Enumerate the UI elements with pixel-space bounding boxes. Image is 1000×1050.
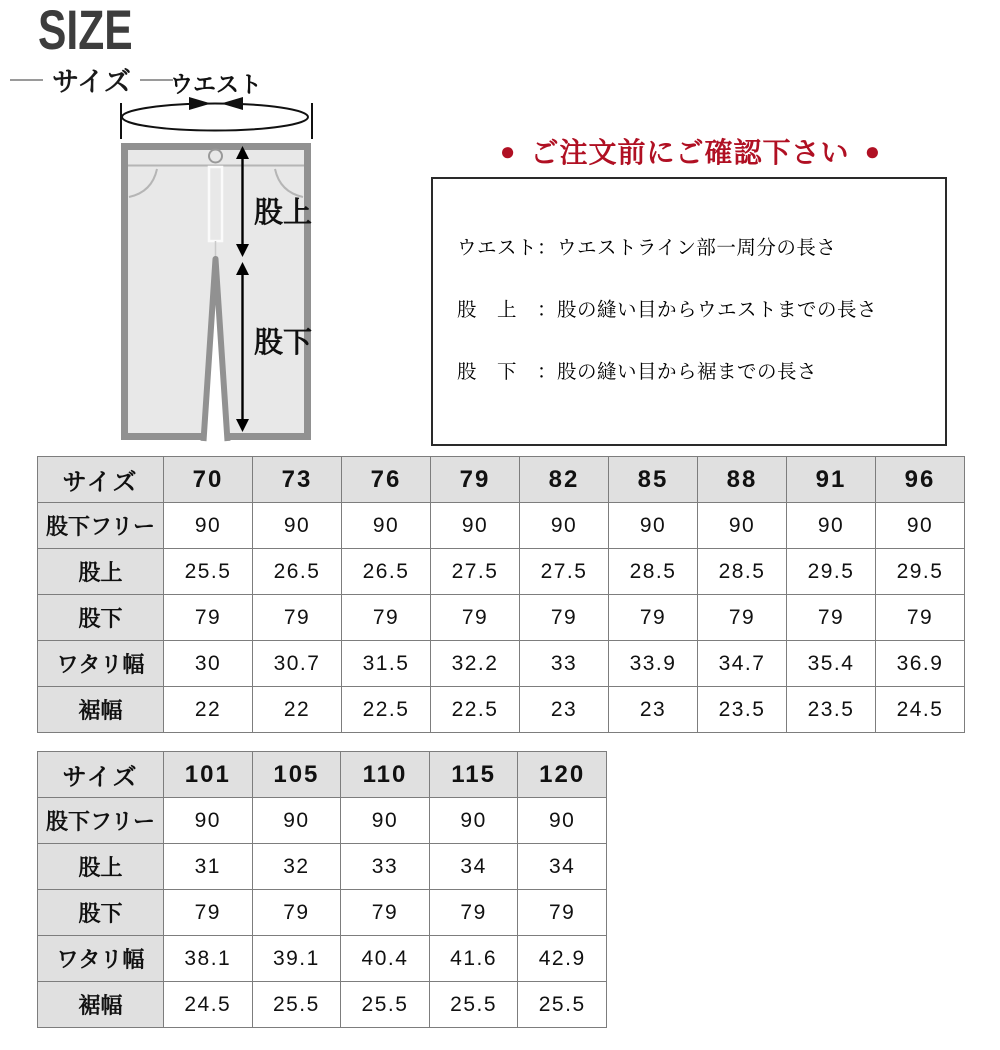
size-value-cell: 31 — [164, 844, 253, 890]
size-value-cell: 79 — [609, 595, 698, 641]
size-value-cell: 39.1 — [252, 936, 341, 982]
size-table-header-row — [38, 752, 607, 798]
size-value-cell: 25.5 — [252, 982, 341, 1028]
size-value-cell: 79 — [429, 890, 518, 936]
size-row-label: 裾幅 — [38, 982, 164, 1028]
size-value-cell: 79 — [431, 595, 520, 641]
size-value-cell: 33 — [520, 641, 609, 687]
page-title: SIZE — [38, 0, 133, 61]
size-table-row — [38, 798, 607, 844]
size-column-header: 96 — [876, 457, 965, 503]
size-value-cell: 79 — [342, 595, 431, 641]
pants-measurement-diagram — [95, 58, 330, 455]
size-column-header: 73 — [253, 457, 342, 503]
size-column-header: 91 — [787, 457, 876, 503]
size-table-row — [38, 503, 965, 549]
size-value-cell: 29.5 — [787, 549, 876, 595]
size-row-label: ワタリ幅 — [38, 936, 164, 982]
size-value-cell: 79 — [253, 595, 342, 641]
size-value-cell: 90 — [698, 503, 787, 549]
size-row-label: サイズ — [38, 752, 164, 798]
size-value-cell: 79 — [164, 890, 253, 936]
size-row-label: 股下 — [38, 890, 164, 936]
notice-heading — [430, 131, 950, 171]
size-table-large — [37, 751, 607, 1028]
size-value-cell: 79 — [518, 890, 607, 936]
size-value-cell: 22.5 — [342, 687, 431, 733]
size-value-cell: 24.5 — [164, 982, 253, 1028]
size-value-cell: 79 — [787, 595, 876, 641]
size-value-cell: 90 — [787, 503, 876, 549]
size-value-cell: 31.5 — [342, 641, 431, 687]
size-table-row — [38, 549, 965, 595]
size-value-cell: 25.5 — [164, 549, 253, 595]
size-table-row — [38, 641, 965, 687]
size-value-cell: 90 — [252, 798, 341, 844]
waist-ellipse-arrow — [121, 97, 312, 139]
size-table-row — [38, 595, 965, 641]
pants-button-icon — [209, 150, 222, 163]
size-value-cell: 25.5 — [429, 982, 518, 1028]
size-value-cell: 90 — [520, 503, 609, 549]
rise-label: 股上 — [254, 197, 313, 229]
size-value-cell: 79 — [341, 890, 430, 936]
size-value-cell: 90 — [342, 503, 431, 549]
size-row-label: 股下フリー — [38, 503, 164, 549]
size-value-cell: 32.2 — [431, 641, 520, 687]
size-value-cell: 79 — [698, 595, 787, 641]
size-column-header: 105 — [252, 752, 341, 798]
size-value-cell: 90 — [431, 503, 520, 549]
pants-outline — [125, 147, 308, 442]
size-column-header: 82 — [520, 457, 609, 503]
inseam-label: 股下 — [254, 327, 313, 359]
size-value-cell: 90 — [164, 503, 253, 549]
size-value-cell: 22 — [253, 687, 342, 733]
explanation-line-waist: ウエスト：ウエストライン部一周分の長さ — [457, 237, 837, 259]
size-value-cell: 35.4 — [787, 641, 876, 687]
size-value-cell: 32 — [252, 844, 341, 890]
size-row-label: 股上 — [38, 549, 164, 595]
explanation-line-inseam: 股 下 ：股の縫い目から裾までの長さ — [457, 361, 818, 383]
size-value-cell: 23.5 — [787, 687, 876, 733]
bullet-icon-right: ● — [864, 136, 881, 166]
size-table-row — [38, 936, 607, 982]
size-value-cell: 90 — [609, 503, 698, 549]
size-value-cell: 79 — [164, 595, 253, 641]
size-row-label: ワタリ幅 — [38, 641, 164, 687]
size-value-cell: 34 — [429, 844, 518, 890]
size-value-cell: 23 — [520, 687, 609, 733]
bullet-icon-left: ● — [499, 136, 516, 166]
size-value-cell: 29.5 — [876, 549, 965, 595]
size-value-cell: 33.9 — [609, 641, 698, 687]
size-column-header: 79 — [431, 457, 520, 503]
size-table-regular — [37, 456, 965, 733]
size-table-row — [38, 844, 607, 890]
size-value-cell: 23.5 — [698, 687, 787, 733]
size-column-header: 120 — [518, 752, 607, 798]
size-value-cell: 22 — [164, 687, 253, 733]
size-value-cell: 90 — [341, 798, 430, 844]
size-value-cell: 24.5 — [876, 687, 965, 733]
size-value-cell: 34 — [518, 844, 607, 890]
size-value-cell: 42.9 — [518, 936, 607, 982]
size-value-cell: 40.4 — [341, 936, 430, 982]
size-column-header: 101 — [164, 752, 253, 798]
size-value-cell: 27.5 — [431, 549, 520, 595]
size-value-cell: 90 — [253, 503, 342, 549]
size-value-cell: 25.5 — [341, 982, 430, 1028]
size-value-cell: 30.7 — [253, 641, 342, 687]
size-row-label: 裾幅 — [38, 687, 164, 733]
size-value-cell: 34.7 — [698, 641, 787, 687]
size-value-cell: 38.1 — [164, 936, 253, 982]
size-value-cell: 90 — [164, 798, 253, 844]
size-value-cell: 79 — [520, 595, 609, 641]
size-value-cell: 90 — [429, 798, 518, 844]
size-value-cell: 30 — [164, 641, 253, 687]
size-column-header: 70 — [164, 457, 253, 503]
size-table-row — [38, 687, 965, 733]
size-value-cell: 26.5 — [342, 549, 431, 595]
size-value-cell: 28.5 — [698, 549, 787, 595]
size-table-row — [38, 982, 607, 1028]
size-value-cell: 90 — [518, 798, 607, 844]
size-value-cell: 27.5 — [520, 549, 609, 595]
size-table-row — [38, 890, 607, 936]
size-value-cell: 36.9 — [876, 641, 965, 687]
size-value-cell: 23 — [609, 687, 698, 733]
size-column-header: 85 — [609, 457, 698, 503]
size-value-cell: 79 — [876, 595, 965, 641]
measurement-explanation-box — [431, 177, 947, 446]
size-value-cell: 79 — [252, 890, 341, 936]
size-value-cell: 41.6 — [429, 936, 518, 982]
size-row-label: 股下フリー — [38, 798, 164, 844]
size-column-header: 115 — [429, 752, 518, 798]
subtitle-dash-left — [10, 79, 43, 81]
size-value-cell: 26.5 — [253, 549, 342, 595]
size-column-header: 110 — [341, 752, 430, 798]
size-row-label: サイズ — [38, 457, 164, 503]
size-column-header: 76 — [342, 457, 431, 503]
waist-label: ウエスト — [170, 71, 262, 97]
size-row-label: 股下 — [38, 595, 164, 641]
size-row-label: 股上 — [38, 844, 164, 890]
size-column-header: 88 — [698, 457, 787, 503]
size-value-cell: 90 — [876, 503, 965, 549]
notice-heading-text: ご注文前にご確認下さい — [530, 137, 850, 168]
size-value-cell: 25.5 — [518, 982, 607, 1028]
explanation-line-rise: 股 上 ：股の縫い目からウエストまでの長さ — [457, 299, 878, 321]
subtitle-text: サイズ — [52, 67, 131, 97]
size-value-cell: 33 — [341, 844, 430, 890]
size-value-cell: 28.5 — [609, 549, 698, 595]
size-value-cell: 22.5 — [431, 687, 520, 733]
size-table-header-row — [38, 457, 965, 503]
